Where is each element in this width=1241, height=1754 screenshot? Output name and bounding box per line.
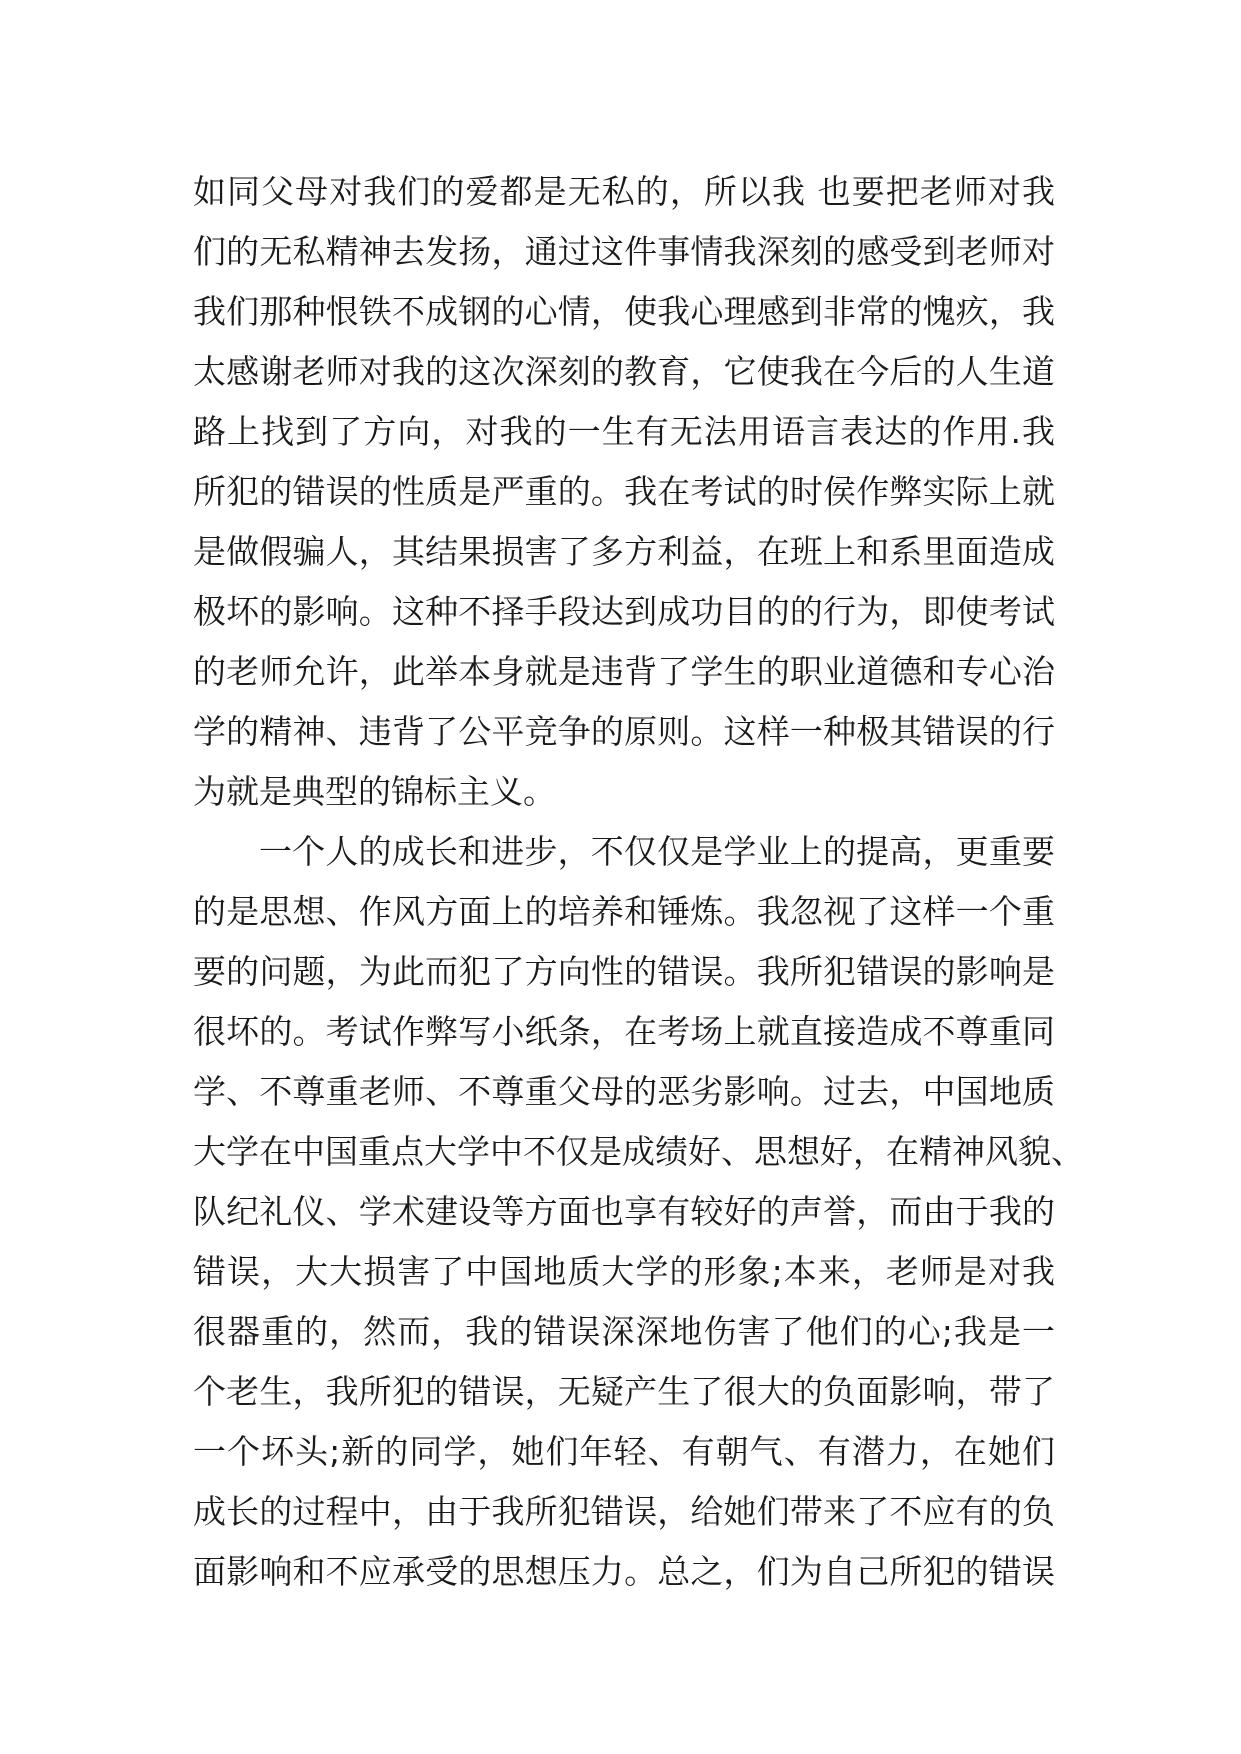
text-line: 很坏的。考试作弊写小纸条，在考场上就直接造成不尊重同 [193, 1012, 1055, 1051]
text-line: 我们那种恨铁不成钢的心情，使我心理感到非常的愧疚，我 [193, 292, 1055, 331]
text-line: 要的问题，为此而犯了方向性的错误。我所犯错误的影响是 [193, 952, 1055, 991]
text-line: 所犯的错误的性质是严重的。我在考试的时侯作弊实际上就 [193, 472, 1055, 511]
text-line: 为就是典型的锦标主义。 [193, 772, 556, 811]
text-line: 学的精神、违背了公平竞争的原则。这样一种极其错误的行 [193, 712, 1055, 751]
text-line: 一个坏头;新的同学，她们年轻、有朝气、有潜力，在她们 [193, 1432, 1055, 1471]
text-line: 们的无私精神去发扬，通过这件事情我深刻的感受到老师对 [193, 232, 1055, 271]
text-line: 如同父母对我们的爱都是无私的，所以我 也要把老师对我 [193, 172, 1055, 211]
text-line: 大学在中国重点大学中不仅是成绩好、思想好，在精神风貌、 [193, 1132, 1084, 1171]
text-line: 是做假骗人，其结果损害了多方利益，在班上和系里面造成 [193, 532, 1055, 571]
text-line: 太感谢老师对我的这次深刻的教育，它使我在今后的人生道 [193, 352, 1055, 391]
text-line: 很器重的，然而，我的错误深深地伤害了他们的心;我是一 [193, 1312, 1055, 1351]
text-line: 错误，大大损害了中国地质大学的形象;本来，老师是对我 [193, 1252, 1055, 1291]
text-line: 路上找到了方向，对我的一生有无法用语言表达的作用.我 [193, 412, 1055, 451]
text-line: 学、不尊重老师、不尊重父母的恶劣影响。过去，中国地质 [193, 1072, 1055, 1111]
text-line: 极坏的影响。这种不择手段达到成功目的的行为，即使考试 [193, 592, 1055, 631]
text-line: 面影响和不应承受的思想压力。总之，们为自己所犯的错误 [193, 1552, 1055, 1591]
text-line: 队纪礼仪、学术建设等方面也享有较好的声誉，而由于我的 [193, 1192, 1055, 1231]
text-line: 的老师允许，此举本身就是违背了学生的职业道德和专心治 [193, 652, 1055, 691]
body-text [193, 162, 1084, 1602]
text-line: 的是思想、作风方面上的培养和锤炼。我忽视了这样一个重 [193, 892, 1055, 931]
text-line: 成长的过程中，由于我所犯错误，给她们带来了不应有的负 [193, 1492, 1055, 1531]
text-line: 一个人的成长和进步，不仅仅是学业上的提高，更重要 [259, 832, 1055, 871]
text-line: 个老生，我所犯的错误，无疑产生了很大的负面影响，带了 [193, 1372, 1055, 1411]
